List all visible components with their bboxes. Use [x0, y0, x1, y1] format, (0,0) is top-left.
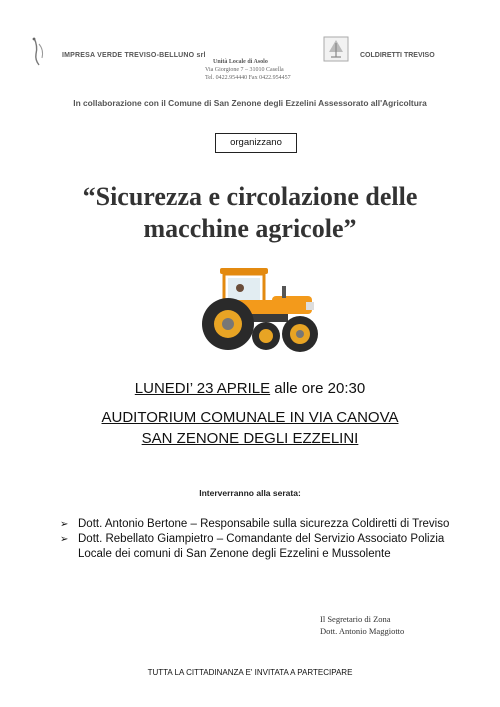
- signature-block: [320, 613, 404, 637]
- speaker-text: Dott. Rebellato Giampietro – Comandante del Servizio Associato Polizia Locale dei comuni di San Zenone degli Ezzelini e Mussolente: [78, 533, 445, 560]
- tractor-image: [198, 262, 328, 358]
- unit-phone: Tel. 0422.954440 Fax 0422.954457: [205, 75, 291, 81]
- unit-address: Via Giorgione 7 – 31010 Casella: [205, 67, 284, 73]
- event-date: [0, 380, 500, 397]
- list-item: [60, 532, 460, 562]
- venue-line-1: AUDITORIUM COMUNALE IN VIA CANOVA: [101, 409, 399, 426]
- venue-line-2: SAN ZENONE DEGLI EZZELINI: [141, 430, 359, 447]
- speakers-intro: Interverranno alla serata:: [199, 488, 301, 498]
- leaf-logo-icon: [30, 36, 48, 66]
- event-date-time: alle ore 20:30: [270, 380, 366, 397]
- arrow-bullet-icon: ➢: [60, 519, 69, 530]
- speakers-list: [60, 517, 460, 562]
- organizzano-label: organizzano: [215, 133, 297, 153]
- coldiretti-logo-icon: [323, 36, 349, 62]
- title-line-2: macchine agricole”: [143, 214, 357, 243]
- speaker-text: Dott. Antonio Bertone – Responsabile sulla sicurezza Coldiretti di Treviso: [78, 518, 450, 530]
- secretary-role: Il Segretario di Zona: [320, 614, 391, 624]
- footer-invitation: TUTTA LA CITTADINANZA E' INVITATA A PARTECIPARE: [147, 668, 353, 677]
- title-line-1: “Sicurezza e circolazione delle: [82, 182, 418, 211]
- left-org-name: IMPRESA VERDE TREVISO-BELLUNO srl: [62, 52, 206, 59]
- collaboration-line: In collaborazione con il Comune di San Zenone degli Ezzelini Assessorato all'Agricoltura: [73, 98, 427, 108]
- event-date-day: LUNEDI’ 23 APRILE: [134, 380, 271, 397]
- event-title: [0, 181, 500, 245]
- list-item: [60, 517, 460, 532]
- arrow-bullet-icon: ➢: [60, 534, 69, 545]
- right-org-name: COLDIRETTI TREVISO: [360, 52, 435, 59]
- unit-address-block: [205, 58, 291, 82]
- unit-title: Unità Locale di Asolo: [213, 59, 268, 65]
- secretary-name: Dott. Antonio Maggiotto: [320, 626, 405, 636]
